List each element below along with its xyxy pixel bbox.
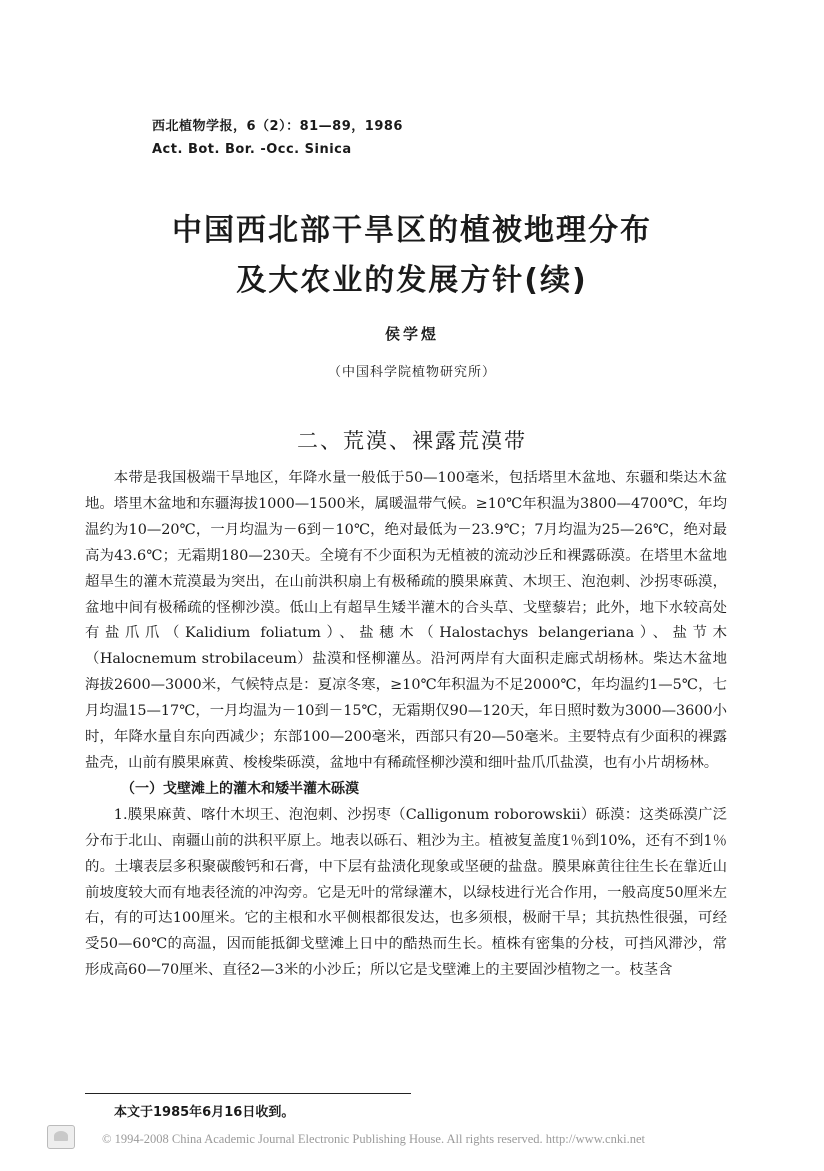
article-author: 侯学煜 bbox=[384, 325, 439, 343]
journal-citation-cn: 西北植物学报，6（2）：81—89，1986 bbox=[152, 119, 403, 134]
copyright-footer: © 1994-2008 China Academic Journal Electronic Publishing House. All rights reserved. http://www.cnki.net bbox=[102, 1132, 645, 1146]
journal-citation-en: Act. Bot. Bor. -Occ. Sinica bbox=[152, 142, 352, 157]
article-title-line2: 及大农业的发展方针(续) bbox=[236, 263, 588, 298]
article-title-line1: 中国西北部干旱区的植被地理分布 bbox=[172, 213, 652, 248]
author-affiliation: （中国科学院植物研究所） bbox=[327, 365, 496, 380]
footnote: 本文于1985年6月16日收到。 bbox=[114, 1105, 295, 1120]
body-text bbox=[85, 466, 727, 984]
cnki-logo-icon bbox=[47, 1125, 75, 1149]
journal-header bbox=[152, 118, 403, 159]
paragraph-1: 本带是我国极端干旱地区，年降水量一般低于50—100毫米，包括塔里木盆地、东疆和柴达木盆地。塔里木盆地和东疆海拔1000—1500米，属暖温带气候。≥10℃年积温为3800—4700℃，年均温约为10—20℃，一月均温为－6到－10℃，绝对最低为－23.9℃；7月均温为25—26℃，绝对最高为43.6℃；无霜期180—230天。全境有不少面积为无植被的流动沙丘和裸露砾漠。在塔里木盆地超旱生的灌木荒漠最为突出，在山前洪积扇上有极稀疏的膜果麻黄、木坝王、泡泡刺、沙拐枣砾漠，盆地中间有极稀疏的怪柳沙漠。低山上有超旱生矮半灌木的合头草、戈壁藜岩；此外，地下水较高处有盐爪爪（Kalidium foliatum）、盐穗木（Halostachys belangeriana）、盐节木（Halocnemum strobilaceum）盐漠和怪柳灌丛。沿河两岸有大面积走廊式胡杨林。柴达木盆地海拔2600—3000米，气候特点是：夏凉冬寒，≥10℃年积温为不足2000℃，年均温约1—5℃，七月均温15—17℃，一月均温为－10到－15℃，无霜期仅90—120天，年日照时数为3000—3600小时，年降水量自东向西减少；东部100—200毫米，西部只有20—50毫米。主要特点有少面积的裸露盐壳，山前有膜果麻黄、梭梭柴砾漠，盆地中有稀疏怪柳沙漠和细叶盐爪爪盐漠，也有小片胡杨林。 bbox=[85, 470, 727, 771]
paragraph-2: 1.膜果麻黄、喀什木坝王、泡泡刺、沙拐枣（Calligonum roborowskii）砾漠：这类砾漠广泛分布于北山、南疆山前的洪积平原上。地表以砾石、粗沙为主。植被复盖度1％到10%，还有不到1％的。土壤表层多积聚碳酸钙和石膏，中下层有盐渍化现象或坚硬的盐盘。膜果麻黄往往生长在靠近山前坡度较大而有地表径流的冲沟旁。它是无叶的常绿灌木，以绿枝进行光合作用，一般高度50厘米左右，有的可达100厘米。它的主根和水平侧根都很发达，也多须根，极耐干旱；其抗热性很强，可经受50—60℃的高温，因而能抵御戈壁滩上日中的酷热而生长。植株有密集的分枝，可挡风滞沙，常形成高60—70厘米、直径2—3米的小沙丘；所以它是戈壁滩上的主要固沙植物之一。枝茎含 bbox=[85, 806, 727, 979]
subsection-heading: （一）戈壁滩上的灌木和矮半灌木砾漠 bbox=[121, 780, 359, 797]
footnote-divider bbox=[85, 1093, 411, 1094]
section-title: 二、荒漠、裸露荒漠带 bbox=[297, 429, 527, 453]
